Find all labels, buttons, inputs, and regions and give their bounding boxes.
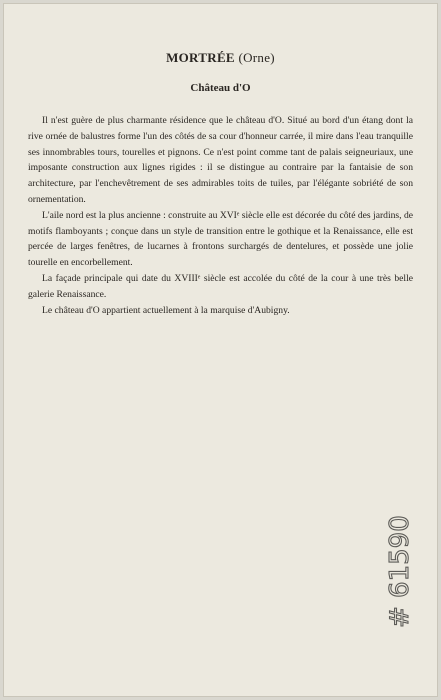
paragraph-2: L'aile nord est la plus ancienne : construite au XVIᵉ siècle elle est décorée du côté des jardins, de motifs flamboyants ; conçue dans un style de transition entre le gothique et la Renaissance, elle est percée de larges fenêtres, de lucarnes à frontons surchargés de dentelures, et possède une jolie tourelle en encorbellement. (28, 209, 414, 269)
postcard-back (3, 3, 438, 697)
title-department: (Orne) (238, 50, 275, 65)
page-title (3, 50, 438, 66)
page-subtitle: Château d'O (190, 82, 251, 94)
paragraph-1: Il n'est guère de plus charmante résidence que le château d'O. Situé au bord d'un étang dont la rive ornée de balustres forme l'un des côtés de sa cour d'honneur carrée, il mire dans l'eau tranquille ses innombrables tours, tourelles et pignons. Ce n'est point comme tant de palais seigneuriaux, une imposante construction aux lignes rigides : il se distingue au contraire par la fantaisie de son architecture, par l'enchevêtrement de ses admirables toits de tuiles, par l'élégante sobriété de son ornementation. (28, 115, 413, 205)
paragraph-3: La façade principale qui date du XVIIIᵉ siècle est accolée du côté de la cour à une très belle galerie Renaissance. (28, 272, 413, 300)
title-place: MORTRÉE (166, 50, 235, 65)
handwritten-note-text: # 61590 (385, 515, 415, 628)
handwritten-inventory-number (363, 493, 441, 633)
paragraph-4: Le château d'O appartient actuellement à la marquise d'Aubigny. (42, 304, 290, 316)
description-text (28, 113, 413, 318)
